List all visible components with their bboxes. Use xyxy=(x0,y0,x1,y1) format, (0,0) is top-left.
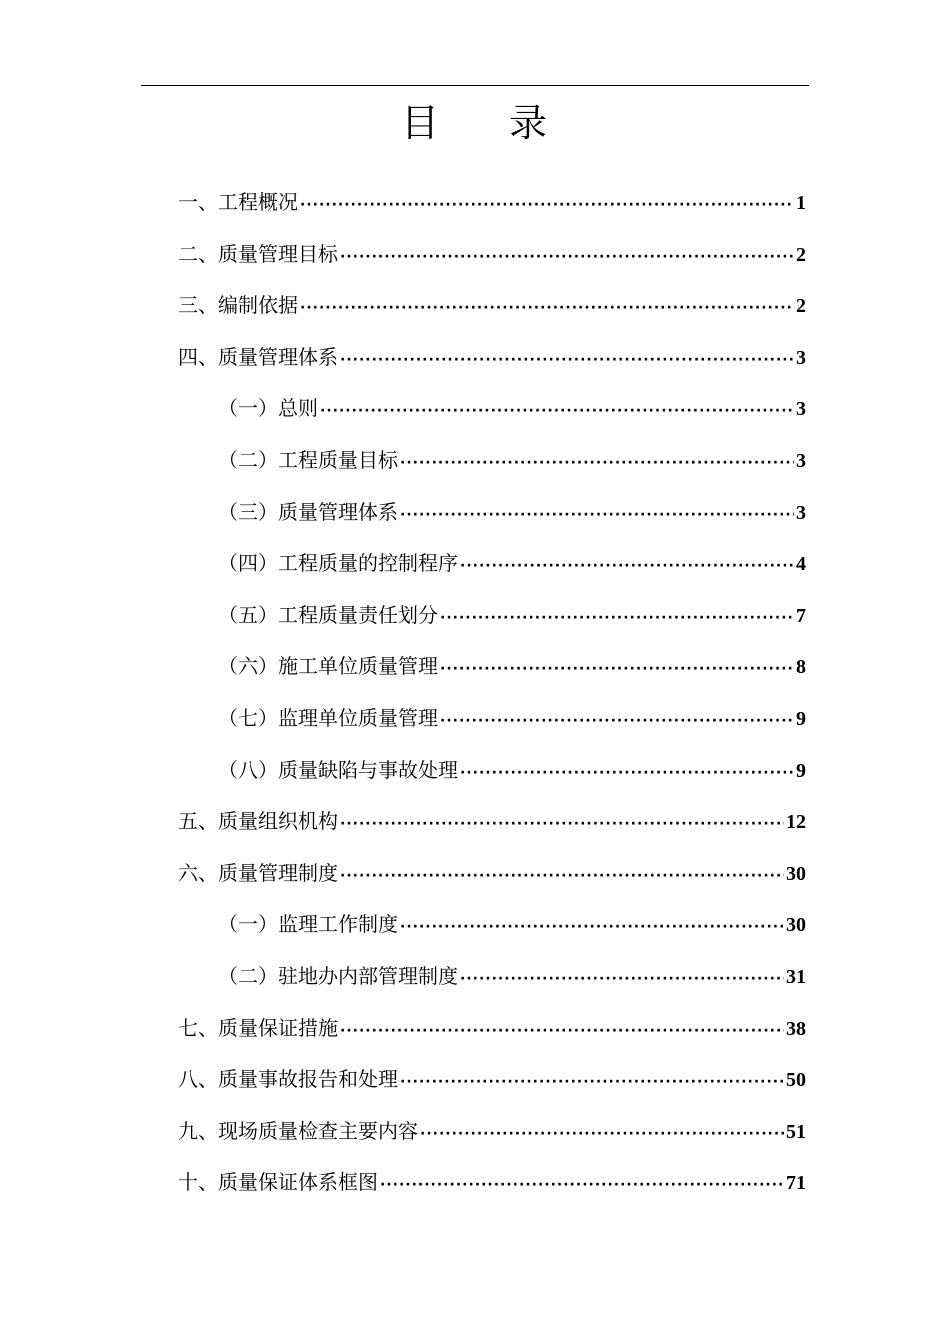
toc-entry-text: 五、质量组织机构 xyxy=(178,809,338,834)
toc-page-number: 3 xyxy=(796,450,806,472)
toc-page-number: 7 xyxy=(796,604,806,627)
toc-entry-text: （二）工程质量目标 xyxy=(218,448,398,472)
toc-entry-text: （三）质量管理体系 xyxy=(218,499,398,524)
toc-page-number: 38 xyxy=(786,1017,806,1040)
page-title xyxy=(0,98,950,148)
toc-page-number: 30 xyxy=(786,862,806,885)
toc-page-number: 4 xyxy=(796,553,806,576)
toc-page-number: 9 xyxy=(796,708,806,730)
toc-leader-dots xyxy=(460,747,794,799)
toc-leader-dots xyxy=(400,1056,784,1108)
toc-page-number: 1 xyxy=(796,192,806,214)
toc-entry-text: 七、质量保证措施 xyxy=(178,1015,338,1040)
toc-entry[interactable] xyxy=(178,1105,806,1157)
toc-entry[interactable] xyxy=(218,434,806,486)
toc-leader-dots xyxy=(340,334,794,386)
toc-page-number: 3 xyxy=(796,398,806,421)
toc-leader-dots xyxy=(400,437,794,489)
toc-entry[interactable] xyxy=(178,1156,806,1208)
toc-page-number: 51 xyxy=(786,1120,806,1143)
toc-leader-dots xyxy=(460,540,794,592)
toc-entry-text: 十、质量保证体系框图 xyxy=(178,1170,378,1195)
toc-leader-dots xyxy=(300,282,794,334)
toc-page-number: 31 xyxy=(786,966,806,988)
toc-entry[interactable] xyxy=(178,176,806,228)
header-rule xyxy=(141,85,809,86)
toc-entry-text: （七）监理单位质量管理 xyxy=(218,706,438,730)
toc-entry[interactable] xyxy=(178,1053,806,1105)
toc-entry[interactable] xyxy=(218,486,806,538)
toc-page-number: 3 xyxy=(796,346,806,369)
toc-entry[interactable] xyxy=(178,279,806,331)
toc-entry[interactable] xyxy=(178,847,806,899)
toc-entry-text: （一）总则 xyxy=(218,396,318,421)
toc-entry[interactable] xyxy=(218,744,806,796)
toc-leader-dots xyxy=(440,592,794,644)
toc-page-number: 12 xyxy=(786,811,806,834)
toc-leader-dots xyxy=(400,901,784,953)
toc-page-number: 3 xyxy=(796,501,806,524)
toc-entry-text: （一）监理工作制度 xyxy=(218,912,398,937)
toc-entry[interactable] xyxy=(218,537,806,589)
toc-entry-text: （六）施工单位质量管理 xyxy=(218,654,438,679)
toc-entry[interactable] xyxy=(178,228,806,280)
toc-entry[interactable] xyxy=(178,795,806,847)
toc-entry[interactable] xyxy=(218,692,806,744)
toc-page-number: 50 xyxy=(786,1069,806,1092)
toc-leader-dots xyxy=(340,1005,784,1057)
toc-entry-text: 八、质量事故报告和处理 xyxy=(178,1067,398,1092)
toc-page-number: 2 xyxy=(796,243,806,266)
toc-page-number: 71 xyxy=(786,1172,806,1195)
toc-entry[interactable] xyxy=(178,1002,806,1054)
toc-entry[interactable] xyxy=(218,382,806,434)
toc-page-number: 30 xyxy=(786,914,806,937)
toc-entry-text: （二）驻地办内部管理制度 xyxy=(218,964,458,988)
toc-entry-text: （八）质量缺陷与事故处理 xyxy=(218,757,458,782)
toc-leader-dots xyxy=(340,850,784,902)
toc-entry-text: 二、质量管理目标 xyxy=(178,241,338,266)
toc-entry-text: （五）工程质量责任划分 xyxy=(218,602,438,627)
toc-entry[interactable] xyxy=(178,331,806,383)
title-char-2: 录 xyxy=(509,101,550,145)
toc-entry[interactable] xyxy=(218,589,806,641)
toc-leader-dots xyxy=(340,231,794,283)
toc-entry[interactable] xyxy=(218,640,806,692)
toc-entry-text: 一、工程概况 xyxy=(178,190,298,214)
toc-leader-dots xyxy=(380,1159,784,1211)
toc-page-number: 9 xyxy=(796,759,806,782)
toc-entry[interactable] xyxy=(218,950,806,1002)
toc-entry-text: （四）工程质量的控制程序 xyxy=(218,551,458,576)
toc-entry-text: 六、质量管理制度 xyxy=(178,860,338,885)
toc-leader-dots xyxy=(440,695,794,747)
toc-leader-dots xyxy=(400,489,794,541)
title-char-1: 目 xyxy=(400,101,441,145)
toc-leader-dots xyxy=(340,798,784,850)
toc-page-number: 2 xyxy=(796,295,806,318)
toc-leader-dots xyxy=(440,643,794,695)
toc-entry-text: 三、编制依据 xyxy=(178,293,298,318)
toc-leader-dots xyxy=(420,1108,784,1160)
toc-leader-dots xyxy=(460,953,784,1005)
toc-entry[interactable] xyxy=(218,898,806,950)
toc-leader-dots xyxy=(300,179,794,231)
toc-page-number: 8 xyxy=(796,656,806,679)
toc-entry-text: 四、质量管理体系 xyxy=(178,344,338,369)
toc-leader-dots xyxy=(320,385,794,437)
toc-entry-text: 九、现场质量检查主要内容 xyxy=(178,1118,418,1143)
